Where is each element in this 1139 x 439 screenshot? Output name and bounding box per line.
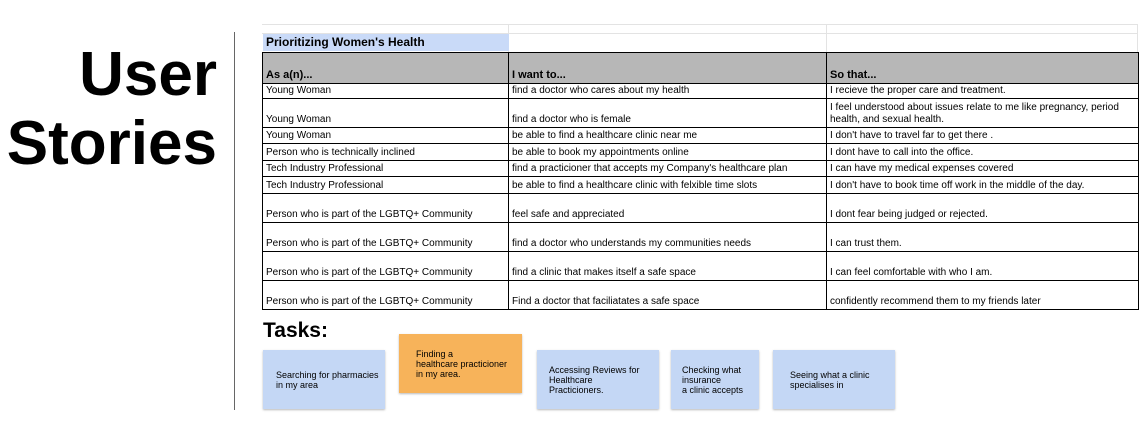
cell-want[interactable]: be able to find a healthcare clinic near me — [509, 128, 827, 144]
cell-want[interactable]: feel safe and appreciated — [509, 194, 827, 223]
cell-so[interactable]: I dont fear being judged or rejected. — [827, 194, 1139, 223]
cell-want[interactable]: be able to find a healthcare clinic with felxible time slots — [509, 177, 827, 194]
vertical-divider — [234, 32, 235, 410]
cell-so[interactable]: I recieve the proper care and treatment. — [827, 84, 1139, 99]
cell-want[interactable]: find a clinic that makes itself a safe space — [509, 252, 827, 281]
table-row — [263, 252, 1139, 281]
cell-so[interactable]: I don't have to book time off work in the middle of the day. — [827, 177, 1139, 194]
task-note-text: Checking what insurance a clinic accepts — [682, 364, 744, 395]
cell-as[interactable]: Person who is technically inclined — [263, 144, 509, 161]
task-note-text: Accessing Reviews for Healthcare Practicioners. — [549, 364, 640, 395]
cell-as[interactable]: Person who is part of the LGBTQ+ Community — [263, 281, 509, 310]
table-row — [263, 223, 1139, 252]
gridline — [1137, 24, 1138, 52]
cell-as[interactable]: Person who is part of the LGBTQ+ Community — [263, 252, 509, 281]
table-row — [263, 194, 1139, 223]
table-header-row — [263, 53, 1139, 84]
cell-so[interactable]: confidently recommend them to my friends later — [827, 281, 1139, 310]
task-note-text: Finding a healthcare practicioner in my area. — [416, 349, 508, 379]
task-note-practitioner[interactable] — [399, 334, 522, 393]
cell-so[interactable]: I don't have to travel far to get there . — [827, 128, 1139, 144]
gridline — [826, 24, 827, 52]
table-row — [263, 144, 1139, 161]
header-as-a[interactable]: As a(n)... — [263, 53, 509, 84]
cell-as[interactable]: Young Woman — [263, 99, 509, 128]
cell-want[interactable]: be able to book my appointments online — [509, 144, 827, 161]
cell-as[interactable]: Person who is part of the LGBTQ+ Community — [263, 223, 509, 252]
tasks-heading: Tasks: — [263, 319, 328, 342]
cell-want[interactable]: find a doctor who is female — [509, 99, 827, 128]
header-so-that[interactable]: So that... — [827, 53, 1139, 84]
task-note-reviews[interactable] — [537, 350, 659, 409]
cell-as[interactable]: Tech Industry Professional — [263, 161, 509, 177]
task-note-text: Seeing what a clinic specialises in — [790, 369, 870, 390]
gridline — [262, 24, 1138, 25]
cell-as[interactable]: Young Woman — [263, 128, 509, 144]
task-note-text: Searching for pharmacies in my area — [276, 369, 379, 390]
cell-so[interactable]: I feel understood about issues relate to me like pregnancy, period health, and sexual health. — [827, 99, 1139, 128]
table-row — [263, 161, 1139, 177]
cell-so[interactable]: I can trust them. — [827, 223, 1139, 252]
sheet-title-cell[interactable]: Prioritizing Women's Health — [263, 34, 509, 51]
table-row — [263, 128, 1139, 144]
slide-title — [7, 40, 217, 178]
cell-so[interactable]: I can feel comfortable with who I am. — [827, 252, 1139, 281]
task-note-specialties[interactable] — [773, 350, 895, 409]
header-i-want-to[interactable]: I want to... — [509, 53, 827, 84]
cell-want[interactable]: find a doctor who cares about my health — [509, 84, 827, 99]
table-row — [263, 99, 1139, 128]
slide-title-line-2: Stories — [6, 109, 217, 178]
cell-want[interactable]: find a practicioner that accepts my Company's healthcare plan — [509, 161, 827, 177]
table-row — [263, 177, 1139, 194]
user-stories-table — [262, 52, 1139, 310]
table-row — [263, 84, 1139, 99]
task-note-pharmacies[interactable] — [263, 350, 385, 409]
cell-as[interactable]: Young Woman — [263, 84, 509, 99]
cell-so[interactable]: I dont have to call into the office. — [827, 144, 1139, 161]
cell-want[interactable]: find a doctor who understands my communities needs — [509, 223, 827, 252]
table-row — [263, 281, 1139, 310]
cell-so[interactable]: I can have my medical expenses covered — [827, 161, 1139, 177]
cell-want[interactable]: Find a doctor that faciliatates a safe space — [509, 281, 827, 310]
slide-title-line-1: User — [79, 40, 217, 109]
cell-as[interactable]: Person who is part of the LGBTQ+ Community — [263, 194, 509, 223]
task-note-insurance[interactable] — [671, 350, 759, 409]
cell-as[interactable]: Tech Industry Professional — [263, 177, 509, 194]
